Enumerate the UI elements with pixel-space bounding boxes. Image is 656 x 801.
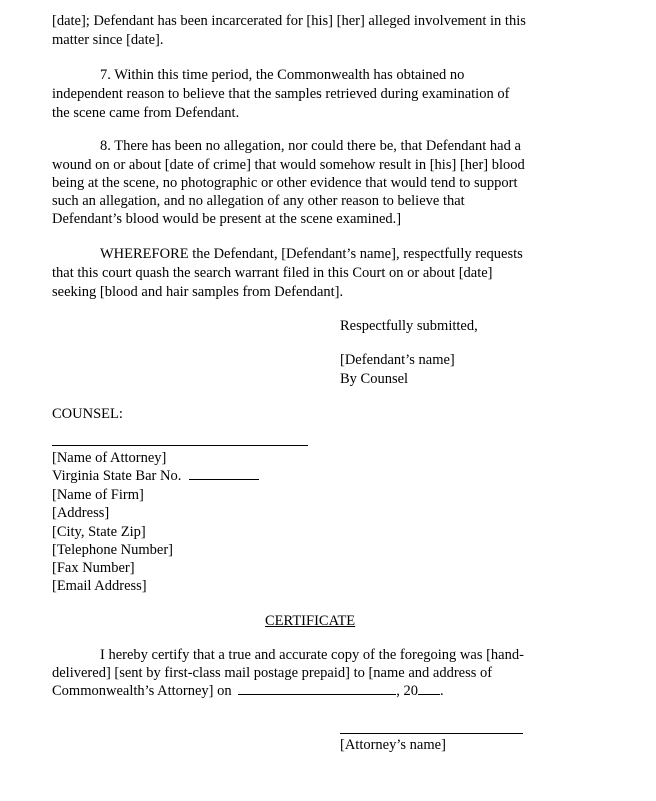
text-line: independent reason to believe that the samples retrieved during examination of: [52, 86, 510, 102]
text-line: 7. Within this time period, the Commonwealth has obtained no: [100, 67, 465, 83]
counsel-label: COUNSEL:: [52, 406, 123, 422]
text-line: that this court quash the search warrant filed in this Court on or about [date]: [52, 265, 493, 281]
certificate-line3-prefix: Commonwealth’s Attorney] on: [52, 683, 232, 699]
certificate-title: CERTIFICATE: [265, 613, 356, 629]
firm-name: [Name of Firm]: [52, 487, 144, 503]
text-line: Defendant’s blood would be present at the scene examined.]: [52, 211, 402, 227]
text-line: being at the scene, no photographic or other evidence that would tend to support: [52, 175, 518, 191]
text-line: wound on or about [date of crime] that would somehow result in [his] [her] blood: [52, 157, 525, 173]
text-line: WHEREFORE the Defendant, [Defendant’s name], respectfully requests: [100, 246, 523, 262]
text-line: such an allegation, and no allegation of any other reason to believe that: [52, 193, 465, 209]
fax-number: [Fax Number]: [52, 560, 135, 576]
certificate-line3-end: .: [440, 683, 444, 699]
by-counsel: By Counsel: [340, 371, 409, 387]
text-line: 8. There has been no allegation, nor could there be, that Defendant had a: [100, 138, 521, 154]
counsel-signature-line: [52, 445, 308, 446]
bar-label: Virginia State Bar No.: [52, 468, 182, 484]
bar-number-blank: [189, 467, 259, 480]
text-line: matter since [date].: [52, 32, 164, 48]
attorney-name: [Name of Attorney]: [52, 450, 167, 466]
telephone-number: [Telephone Number]: [52, 542, 173, 558]
city-state-zip: [City, State Zip]: [52, 524, 146, 540]
text-line: seeking [blood and hair samples from Defendant].: [52, 284, 344, 300]
address: [Address]: [52, 505, 110, 521]
certificate-line: [52, 682, 444, 700]
text-line: the scene came from Defendant.: [52, 105, 240, 121]
year-prefix: , 20: [396, 683, 418, 699]
defendant-name: [Defendant’s name]: [340, 352, 455, 368]
bar-number-line: [52, 467, 259, 485]
respectfully-submitted: Respectfully submitted,: [340, 318, 478, 334]
text-line: [date]; Defendant has been incarcerated for [his] [her] alleged involvement in this: [52, 13, 526, 29]
certificate-line: I hereby certify that a true and accurate copy of the foregoing was [hand-: [100, 647, 524, 663]
email-address: [Email Address]: [52, 578, 147, 594]
date-blank: [238, 682, 396, 695]
year-blank: [418, 682, 440, 695]
certificate-line: delivered] [sent by first-class mail postage prepaid] to [name and address of: [52, 665, 493, 681]
attorney-signature-line: [340, 733, 523, 734]
certificate-attorney-name: [Attorney’s name]: [340, 737, 446, 753]
